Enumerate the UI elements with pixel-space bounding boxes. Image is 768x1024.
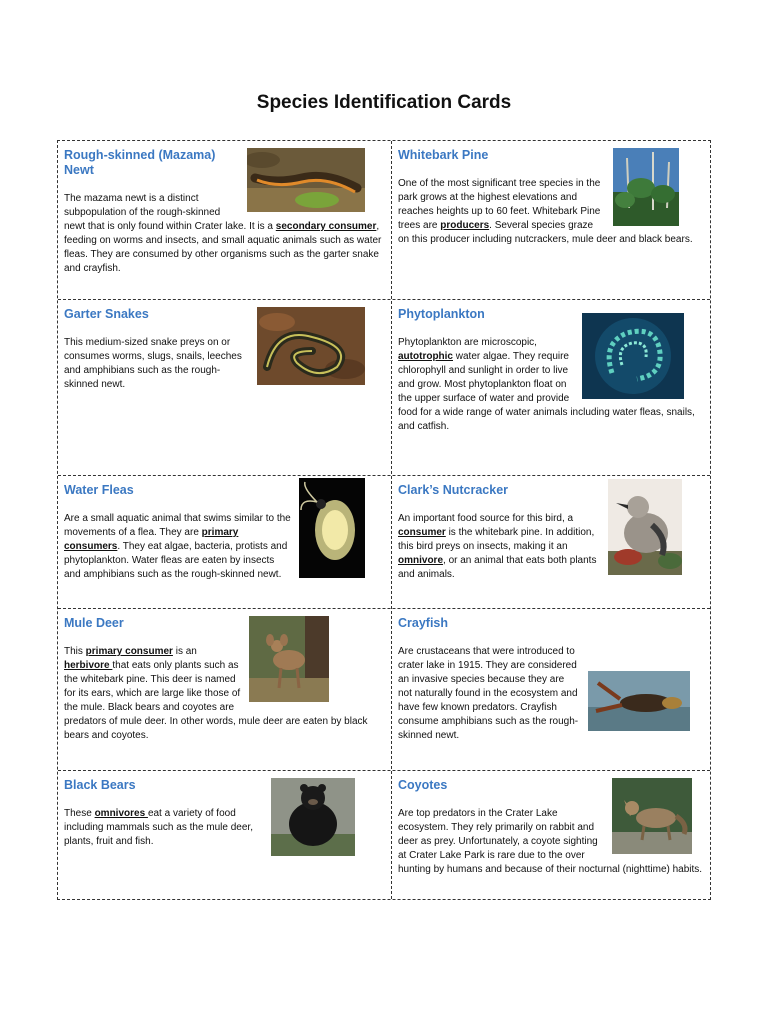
card-description: These omnivores eat a variety of food including mammals such as the mule deer, plants, fruit and fish. xyxy=(64,808,253,847)
card-whitebark-pine xyxy=(392,141,710,299)
card-title: Mule Deer xyxy=(64,616,124,630)
key-term: consumer xyxy=(398,527,446,538)
card-mule-deer xyxy=(58,609,391,770)
coyote-image xyxy=(612,778,692,854)
card-title: Rough-skinned (Mazama) Newt xyxy=(64,148,216,177)
card-description: Phytoplankton are microscopic, autotrophic water algae. They require chlorophyll and sunlight in order to live and grow. Most phytoplankton float on the upper surface of water and provide food for a wide range of water animals including water fleas, snails, and catfish. xyxy=(398,337,695,432)
phytoplankton-image xyxy=(582,313,684,399)
species-card-grid xyxy=(57,140,711,900)
card-title: Coyotes xyxy=(398,778,448,792)
card-title: Phytoplankton xyxy=(398,307,485,321)
card-description: This primary consumer is an herbivore that eats only plants such as the whitebark pine. This deer is named for its ears, which are large like those of the mule. Black bears and coyotes are predators of mule deer. In other words, mule deer are eaten by black bears and coyotes. xyxy=(64,646,368,741)
nutcracker-image xyxy=(608,479,682,575)
key-term: autotrophic xyxy=(398,351,453,362)
card-title: Crayfish xyxy=(398,616,449,630)
card-crayfish xyxy=(392,609,710,770)
card-black-bears xyxy=(58,771,391,901)
card-title: Water Fleas xyxy=(64,483,134,497)
key-term: producers xyxy=(440,220,490,231)
whitebark-pine-image xyxy=(613,148,679,226)
key-term: primary consumer xyxy=(85,646,173,657)
card-description: Are top predators in the Crater Lake ecosystem. They rely primarily on rabbit and deer as prey. Unfortunately, a coyote sighting at Crater Lake Park is rare due to the over hunting by humans and because of their nocturnal (nighttime) habits. xyxy=(398,808,703,875)
card-coyotes xyxy=(392,771,710,901)
mule-deer-image xyxy=(249,616,329,702)
crayfish-image xyxy=(588,671,690,731)
garter-snake-image xyxy=(257,307,365,385)
card-title: Garter Snakes xyxy=(64,307,149,321)
card-newt xyxy=(58,141,391,299)
newt-image xyxy=(247,148,365,212)
key-term: omnivores xyxy=(94,808,148,819)
card-title: Clark’s Nutcracker xyxy=(398,483,509,497)
water-flea-image xyxy=(299,478,365,578)
card-clarks-nutcracker xyxy=(392,476,710,608)
key-term: omnivore xyxy=(398,555,444,566)
page-title: Species Identification Cards xyxy=(256,92,512,113)
card-description: Are a small aquatic animal that swims similar to the movements of a flea. They are primary consumers. They eat algae, bacteria, protists and phytoplankton. Water fleas are eaten by insects and amphibians such as the rough-skinned newt. xyxy=(64,513,291,580)
key-term: secondary consumer xyxy=(275,221,377,232)
card-description: An important food source for this bird, a consumer is the whitebark pine. In addition, this bird preys on insects, making it an omnivore, or an animal that eats both plants and animals. xyxy=(398,513,597,580)
card-garter-snakes xyxy=(58,300,391,475)
card-description: Are crustaceans that were introduced to crater lake in 1915. They are considered an invasive species because they are not naturally found in the ecosystem and have few known predators. Crayfish consume amphibians such as the rough-skinned newt. xyxy=(398,646,579,741)
card-phytoplankton xyxy=(392,300,710,475)
black-bear-image xyxy=(271,778,355,856)
card-water-fleas xyxy=(58,476,391,608)
card-title: Whitebark Pine xyxy=(398,148,489,162)
card-description: One of the most significant tree species in the park grows at the highest elevations and reaches heights up to 60 feet. Whitebark Pine trees are producers. Several species graze on this producer including nutcrackers, mule deer and black bears. xyxy=(398,178,693,245)
key-term: herbivore xyxy=(64,660,113,671)
card-description: This medium-sized snake preys on or consumes worms, slugs, snails, leeches and amphibians such as the rough-skinned newt. xyxy=(64,337,242,390)
key-term: primary consumers xyxy=(64,527,239,552)
card-description: The mazama newt is a distinct subpopulation of the rough-skinned newt that is only found within Crater lake. It is a secondary consumer, feeding on worms and insects, and small aquatic animals such as water fleas. They are consumed by other organisms such as the garter snake and crayfish. xyxy=(64,193,382,274)
card-title: Black Bears xyxy=(64,778,136,792)
